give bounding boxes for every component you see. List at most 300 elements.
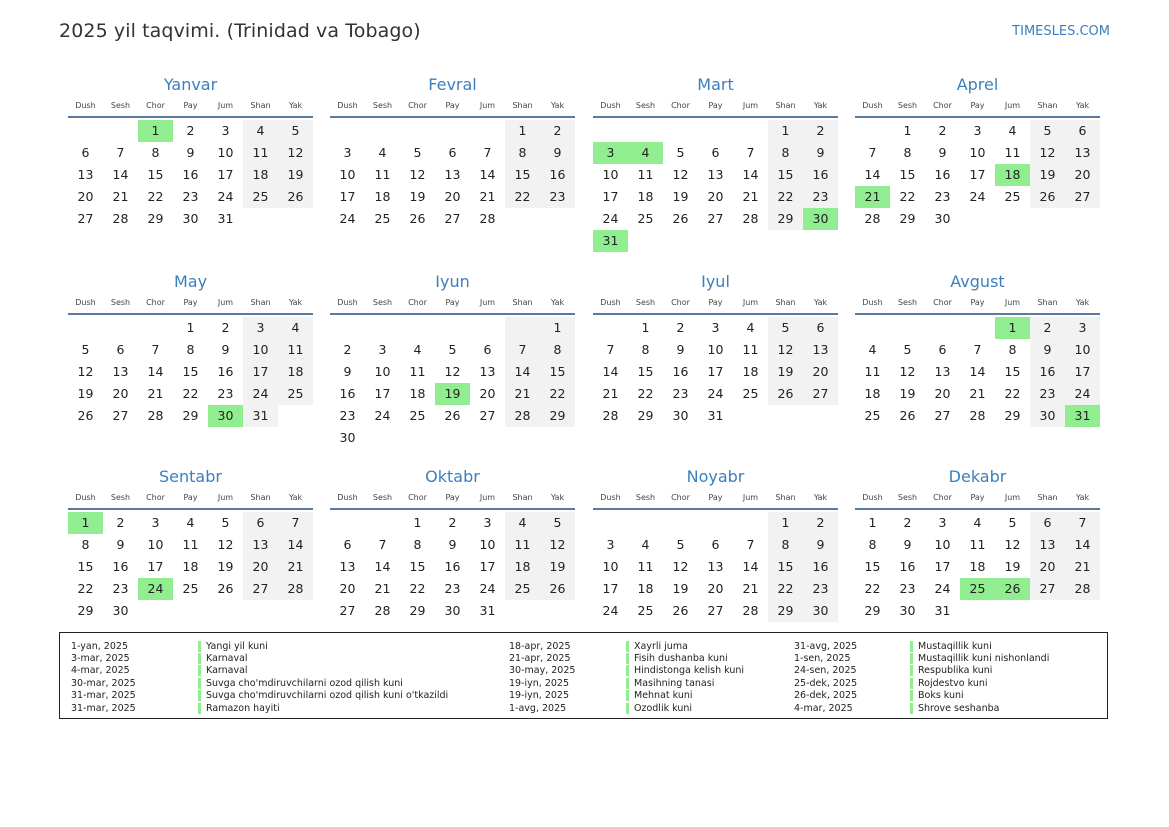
day-cell: 25 <box>243 186 278 208</box>
day-cell: 23 <box>803 578 838 600</box>
weekday-label: Pay <box>708 101 723 110</box>
weekday-label: Sesh <box>110 298 131 307</box>
day-cell: 1 <box>868 515 877 530</box>
day-cell: 14 <box>969 364 986 379</box>
holiday-name: Fisih dushanba kuni <box>634 653 728 665</box>
blank-cell <box>593 120 628 142</box>
day-cell: 20 <box>444 189 461 204</box>
day-cell: 16 <box>112 559 129 574</box>
holiday-day: 30 <box>803 208 838 230</box>
day-cell: 22 <box>899 189 916 204</box>
holiday-day: 19 <box>435 383 470 405</box>
day-cell: 12 <box>278 142 313 164</box>
day-cell: 10 <box>602 167 619 182</box>
holiday-marker <box>198 690 201 701</box>
day-cell: 4 <box>243 120 278 142</box>
month-name: Yanvar <box>163 75 218 94</box>
day-cell: 14 <box>1065 534 1100 556</box>
day-cell: 11 <box>278 339 313 361</box>
day-cell: 1 <box>413 515 422 530</box>
day-cell: 21 <box>969 386 986 401</box>
day-cell: 25 <box>1004 189 1021 204</box>
month-fevral <box>330 74 575 230</box>
day-cell: 26 <box>768 383 803 405</box>
weekday-label: Sesh <box>897 493 918 502</box>
month-name: Iyun <box>435 272 470 291</box>
day-cell: 7 <box>378 537 387 552</box>
day-cell: 16 <box>217 364 234 379</box>
weekday-label: Yak <box>1075 493 1090 502</box>
day-cell: 23 <box>444 581 461 596</box>
blank-cell <box>470 317 505 339</box>
day-cell: 20 <box>803 361 838 383</box>
day-cell: 18 <box>969 559 986 574</box>
day-cell: 23 <box>339 408 356 423</box>
weekday-label: Pay <box>970 298 985 307</box>
day-cell: 19 <box>672 189 689 204</box>
day-cell: 3 <box>151 515 160 530</box>
day-cell: 30 <box>899 603 916 618</box>
month-oktabr <box>330 466 575 622</box>
day-cell: 4 <box>1008 123 1017 138</box>
blank-cell <box>435 317 470 339</box>
day-cell: 25 <box>182 581 199 596</box>
weekday-header <box>330 297 575 315</box>
day-cell: 1 <box>186 320 195 335</box>
day-cell: 29 <box>899 211 916 226</box>
weekday-header <box>855 297 1100 315</box>
day-cell: 11 <box>374 167 391 182</box>
day-cell: 17 <box>1065 361 1100 383</box>
day-cell: 22 <box>147 189 164 204</box>
day-cell: 8 <box>768 142 803 164</box>
day-cell: 28 <box>505 405 540 427</box>
holiday-day: 18 <box>995 164 1030 186</box>
weekday-label: Jum <box>742 493 759 502</box>
day-cell: 3 <box>606 537 615 552</box>
weekday-label: Yak <box>550 298 565 307</box>
day-cell: 29 <box>77 603 94 618</box>
holiday-name: Suvga cho'mdiruvchilarni ozod qilish kuni <box>206 677 403 689</box>
day-grid <box>330 317 575 449</box>
day-cell: 8 <box>641 342 650 357</box>
holiday-marker <box>626 653 629 664</box>
day-cell: 29 <box>768 208 803 230</box>
day-grid <box>330 512 575 622</box>
day-cell: 15 <box>540 361 575 383</box>
day-cell: 28 <box>742 211 759 226</box>
weekday-header <box>330 100 575 118</box>
blank-cell <box>855 120 890 142</box>
blank-cell <box>698 512 733 534</box>
month-name: Noyabr <box>686 467 745 486</box>
day-cell: 16 <box>803 556 838 578</box>
weekday-label: Dush <box>600 298 621 307</box>
weekday-label: Shan <box>1037 101 1058 110</box>
day-cell: 30 <box>803 600 838 622</box>
day-cell: 24 <box>374 408 391 423</box>
blank-cell <box>505 317 540 339</box>
day-cell: 27 <box>707 211 724 226</box>
month-name: Dekabr <box>948 467 1007 486</box>
day-cell: 27 <box>803 383 838 405</box>
weekday-label: Dush <box>600 101 621 110</box>
day-cell: 21 <box>278 556 313 578</box>
holiday-date: 1-sen, 2025 <box>794 653 851 665</box>
day-cell: 12 <box>672 167 689 182</box>
day-cell: 16 <box>1030 361 1065 383</box>
day-cell: 20 <box>934 386 951 401</box>
day-cell: 12 <box>1030 142 1065 164</box>
weekday-label: Yak <box>813 298 828 307</box>
day-cell: 28 <box>112 211 129 226</box>
weekday-label: Shan <box>1037 493 1058 502</box>
day-cell: 10 <box>969 145 986 160</box>
day-cell: 6 <box>1030 512 1065 534</box>
day-cell: 9 <box>803 534 838 556</box>
day-cell: 26 <box>77 408 94 423</box>
holiday-date: 31-avg, 2025 <box>794 640 858 652</box>
day-cell: 22 <box>77 581 94 596</box>
day-cell: 8 <box>768 534 803 556</box>
day-cell: 8 <box>868 537 877 552</box>
holiday-date: 1-yan, 2025 <box>71 640 128 652</box>
day-cell: 10 <box>374 364 391 379</box>
month-aprel <box>855 74 1100 230</box>
day-cell: 17 <box>602 189 619 204</box>
day-cell: 10 <box>707 342 724 357</box>
day-cell: 26 <box>540 578 575 600</box>
day-cell: 11 <box>409 364 426 379</box>
day-cell: 18 <box>505 556 540 578</box>
month-iyun <box>330 271 575 449</box>
day-cell: 13 <box>479 364 496 379</box>
weekday-label: Yak <box>1075 298 1090 307</box>
day-cell: 15 <box>182 364 199 379</box>
weekday-label: Dush <box>337 101 358 110</box>
weekday-header <box>330 492 575 510</box>
day-cell: 18 <box>243 164 278 186</box>
month-mart <box>593 74 838 252</box>
holiday-marker <box>910 678 913 689</box>
blank-cell <box>138 317 173 339</box>
day-cell: 3 <box>973 123 982 138</box>
day-cell: 13 <box>707 559 724 574</box>
day-cell: 19 <box>217 559 234 574</box>
holiday-name: Masihning tanasi <box>634 677 715 689</box>
weekday-label: Chor <box>408 101 427 110</box>
day-grid <box>68 512 313 622</box>
day-cell: 22 <box>1004 386 1021 401</box>
blank-cell <box>365 317 400 339</box>
day-cell: 31 <box>243 405 278 427</box>
holiday-day: 24 <box>138 578 173 600</box>
weekday-label: Yak <box>550 101 565 110</box>
day-cell: 8 <box>413 537 422 552</box>
blank-cell <box>733 120 768 142</box>
holiday-name: Karnaval <box>206 653 248 665</box>
blank-cell <box>593 317 628 339</box>
weekday-label: Shan <box>512 101 533 110</box>
day-cell: 22 <box>505 186 540 208</box>
day-cell: 13 <box>243 534 278 556</box>
day-cell: 9 <box>1030 339 1065 361</box>
day-cell: 11 <box>182 537 199 552</box>
month-sentabr <box>68 466 313 622</box>
legend-item <box>794 665 1049 677</box>
day-cell: 27 <box>1065 186 1100 208</box>
legend-item <box>509 640 744 652</box>
day-cell: 18 <box>864 386 881 401</box>
day-cell: 21 <box>505 383 540 405</box>
day-cell: 15 <box>899 167 916 182</box>
weekday-label: Pay <box>708 493 723 502</box>
day-cell: 18 <box>637 189 654 204</box>
holiday-date: 1-avg, 2025 <box>509 702 567 714</box>
holiday-marker <box>198 703 201 714</box>
weekday-label: Dush <box>75 101 96 110</box>
holiday-marker <box>910 653 913 664</box>
day-cell: 28 <box>147 408 164 423</box>
day-grid <box>855 317 1100 427</box>
day-cell: 2 <box>343 342 352 357</box>
legend-item <box>71 677 448 689</box>
weekday-label: Shan <box>512 493 533 502</box>
day-cell: 7 <box>973 342 982 357</box>
day-cell: 1 <box>641 320 650 335</box>
weekday-header <box>68 492 313 510</box>
day-cell: 27 <box>707 603 724 618</box>
holiday-day: 3 <box>593 142 628 164</box>
holiday-marker <box>626 703 629 714</box>
day-cell: 2 <box>938 123 947 138</box>
day-cell: 28 <box>864 211 881 226</box>
holiday-name: Boks kuni <box>918 690 964 702</box>
day-cell: 4 <box>186 515 195 530</box>
day-cell: 12 <box>1004 537 1021 552</box>
day-cell: 31 <box>217 211 234 226</box>
day-cell: 7 <box>278 512 313 534</box>
day-cell: 28 <box>374 603 391 618</box>
day-cell: 3 <box>378 342 387 357</box>
weekday-label: Jum <box>742 101 759 110</box>
day-cell: 27 <box>339 603 356 618</box>
day-cell: 11 <box>637 559 654 574</box>
day-cell: 29 <box>1004 408 1021 423</box>
day-cell: 24 <box>602 211 619 226</box>
day-cell: 30 <box>672 408 689 423</box>
weekday-label: Sesh <box>110 101 131 110</box>
blank-cell <box>435 120 470 142</box>
day-cell: 5 <box>1008 515 1017 530</box>
day-cell: 24 <box>1065 383 1100 405</box>
day-cell: 25 <box>505 578 540 600</box>
day-cell: 24 <box>969 189 986 204</box>
day-cell: 16 <box>444 559 461 574</box>
day-cell: 4 <box>378 145 387 160</box>
blank-cell <box>68 120 103 142</box>
day-cell: 5 <box>81 342 90 357</box>
day-cell: 8 <box>505 142 540 164</box>
day-cell: 30 <box>1030 405 1065 427</box>
day-cell: 29 <box>409 603 426 618</box>
legend-item <box>509 690 744 702</box>
weekday-label: Shan <box>1037 298 1058 307</box>
day-cell: 12 <box>409 167 426 182</box>
day-cell: 13 <box>707 167 724 182</box>
day-cell: 14 <box>742 559 759 574</box>
day-cell: 29 <box>182 408 199 423</box>
day-cell: 16 <box>339 386 356 401</box>
holiday-date: 4-mar, 2025 <box>71 665 130 677</box>
weekday-label: Pay <box>445 298 460 307</box>
day-cell: 24 <box>707 386 724 401</box>
day-cell: 18 <box>278 361 313 383</box>
day-cell: 9 <box>540 142 575 164</box>
day-cell: 27 <box>243 578 278 600</box>
weekday-label: Dush <box>337 493 358 502</box>
day-cell: 7 <box>505 339 540 361</box>
holiday-marker <box>626 665 629 676</box>
day-cell: 2 <box>448 515 457 530</box>
day-cell: 15 <box>1004 364 1021 379</box>
day-cell: 25 <box>374 211 391 226</box>
day-cell: 1 <box>768 120 803 142</box>
holiday-day: 30 <box>208 405 243 427</box>
blank-cell <box>330 317 365 339</box>
day-cell: 21 <box>112 189 129 204</box>
month-name: Avgust <box>950 272 1005 291</box>
day-cell: 7 <box>606 342 615 357</box>
day-grid <box>68 120 313 230</box>
day-cell: 4 <box>868 342 877 357</box>
day-cell: 19 <box>540 556 575 578</box>
blank-cell <box>663 512 698 534</box>
day-cell: 10 <box>243 339 278 361</box>
day-cell: 20 <box>707 189 724 204</box>
weekday-label: Sesh <box>635 101 656 110</box>
day-cell: 6 <box>1065 120 1100 142</box>
weekday-label: Chor <box>933 493 952 502</box>
day-cell: 8 <box>151 145 160 160</box>
day-cell: 3 <box>343 145 352 160</box>
legend-column <box>71 640 448 714</box>
day-cell: 24 <box>602 603 619 618</box>
day-cell: 2 <box>186 123 195 138</box>
day-cell: 4 <box>278 317 313 339</box>
holiday-name: Ramazon hayiti <box>206 702 280 714</box>
day-cell: 26 <box>1030 186 1065 208</box>
blank-cell <box>365 512 400 534</box>
day-cell: 15 <box>864 559 881 574</box>
day-cell: 11 <box>505 534 540 556</box>
blank-cell <box>855 317 890 339</box>
day-cell: 7 <box>151 342 160 357</box>
weekday-label: Shan <box>250 298 271 307</box>
day-cell: 6 <box>243 512 278 534</box>
weekday-label: Chor <box>671 493 690 502</box>
day-cell: 26 <box>899 408 916 423</box>
day-cell: 27 <box>1030 578 1065 600</box>
holiday-marker <box>910 641 913 652</box>
weekday-label: Pay <box>183 493 198 502</box>
weekday-label: Pay <box>970 101 985 110</box>
holiday-date: 25-dek, 2025 <box>794 677 858 689</box>
day-grid <box>68 317 313 427</box>
weekday-label: Dush <box>862 298 883 307</box>
day-cell: 18 <box>409 386 426 401</box>
holiday-date: 21-apr, 2025 <box>509 653 571 665</box>
month-may <box>68 271 313 427</box>
day-cell: 11 <box>243 142 278 164</box>
day-cell: 4 <box>505 512 540 534</box>
holiday-date: 19-iyn, 2025 <box>509 690 570 702</box>
weekday-label: Sesh <box>897 298 918 307</box>
day-grid <box>330 120 575 230</box>
weekday-label: Yak <box>288 493 303 502</box>
day-cell: 31 <box>479 603 496 618</box>
day-cell: 28 <box>742 603 759 618</box>
day-cell: 21 <box>742 189 759 204</box>
site-link[interactable]: TIMESLES.COM <box>1012 24 1110 39</box>
day-cell: 17 <box>217 167 234 182</box>
holiday-name: Yangi yil kuni <box>206 640 268 652</box>
day-cell: 15 <box>637 364 654 379</box>
day-cell: 21 <box>479 189 496 204</box>
weekday-label: Sesh <box>897 101 918 110</box>
month-name: Iyul <box>701 272 730 291</box>
holiday-marker <box>198 665 201 676</box>
holiday-date: 31-mar, 2025 <box>71 702 136 714</box>
day-cell: 19 <box>1030 164 1065 186</box>
weekday-label: Dush <box>862 101 883 110</box>
blank-cell <box>890 317 925 339</box>
day-cell: 9 <box>803 142 838 164</box>
day-cell: 26 <box>444 408 461 423</box>
legend-item <box>71 690 448 702</box>
day-cell: 27 <box>444 211 461 226</box>
holiday-day: 1 <box>138 120 173 142</box>
legend-item <box>71 702 448 714</box>
holiday-day: 26 <box>995 578 1030 600</box>
day-cell: 6 <box>116 342 125 357</box>
day-cell: 19 <box>899 386 916 401</box>
weekday-label: Chor <box>933 101 952 110</box>
day-cell: 28 <box>969 408 986 423</box>
day-cell: 17 <box>707 364 724 379</box>
weekday-label: Yak <box>1075 101 1090 110</box>
weekday-label: Shan <box>250 493 271 502</box>
day-cell: 20 <box>707 581 724 596</box>
day-cell: 20 <box>243 556 278 578</box>
holiday-day: 4 <box>628 142 663 164</box>
holiday-marker <box>910 690 913 701</box>
day-cell: 14 <box>147 364 164 379</box>
day-cell: 3 <box>221 123 230 138</box>
weekday-label: Dush <box>862 493 883 502</box>
day-cell: 10 <box>479 537 496 552</box>
blank-cell <box>103 317 138 339</box>
day-cell: 7 <box>116 145 125 160</box>
page-title: 2025 yil taqvimi. (Trinidad va Tobago) <box>59 20 421 42</box>
weekday-label: Sesh <box>372 493 393 502</box>
day-cell: 10 <box>934 537 951 552</box>
month-iyul <box>593 271 838 427</box>
day-cell: 19 <box>278 164 313 186</box>
day-cell: 10 <box>1065 339 1100 361</box>
day-cell: 1 <box>903 123 912 138</box>
blank-cell <box>400 120 435 142</box>
